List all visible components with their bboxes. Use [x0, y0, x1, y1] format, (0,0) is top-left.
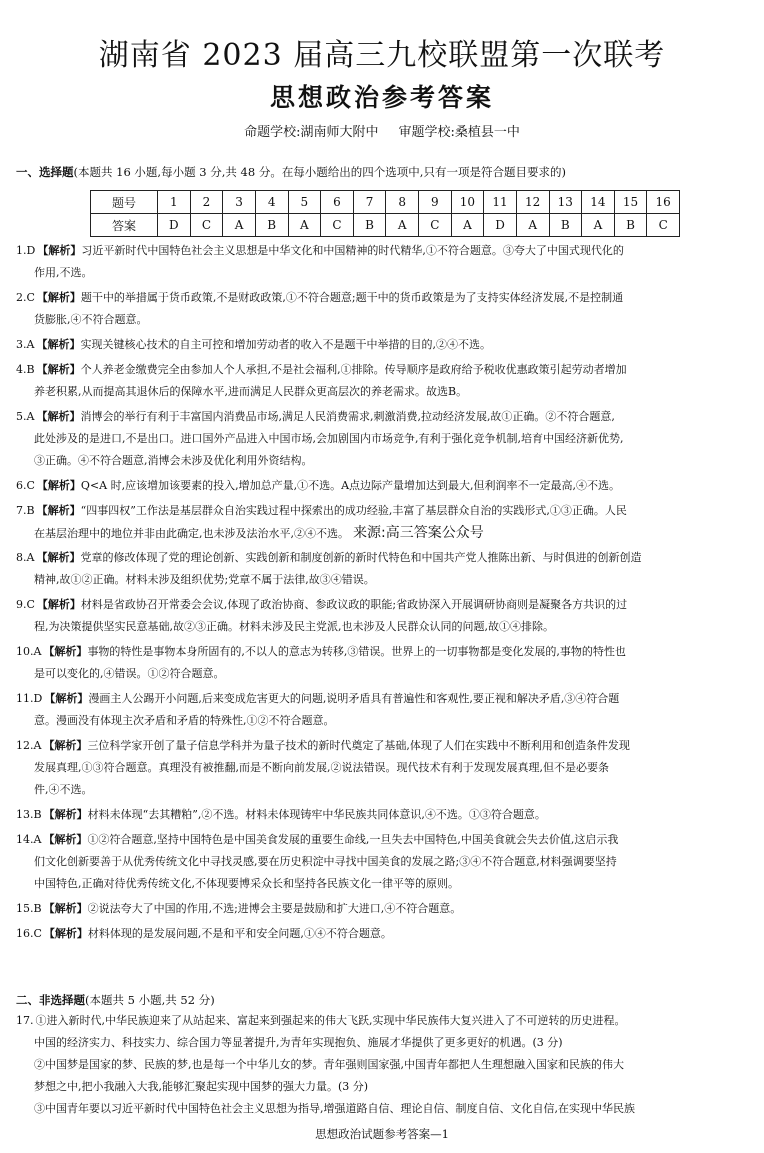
- question-number-cell: 10: [451, 191, 484, 214]
- analysis-tag: 【解析】: [43, 902, 88, 915]
- question-text: 党章的修改体现了党的理论创新、实践创新和制度创新的新时代特色和中国共产党人推陈出新、与时俱进的创新创造: [80, 551, 642, 564]
- question-line: [16, 547, 752, 569]
- question-line: [16, 851, 752, 873]
- reviewer-school: 审题学校:桑植县一中: [398, 125, 520, 140]
- answer-cell: A: [288, 214, 321, 237]
- question-text: 作用,不选。: [34, 266, 93, 279]
- question-number-cell: 16: [647, 191, 680, 214]
- question-number-cell: 1: [158, 191, 191, 214]
- question-number: 10.A: [16, 645, 42, 658]
- question-text: 养老积累,从而提高其退休后的保障水平,进而满足人民群众更高层次的养老需求。故选B。: [34, 385, 468, 398]
- question-text: “四事四权”工作法是基层群众自治实践过程中探索出的成功经验,丰富了基层群众自治的实践形式,①③正确。人民: [80, 504, 627, 517]
- question-line: [16, 804, 752, 826]
- question-line: [16, 334, 752, 356]
- answer-cell: C: [419, 214, 452, 237]
- question-number: 1.D: [16, 244, 36, 257]
- question-text: ①②符合题意,坚持中国特色是中国美食发展的重要生命线,一旦失去中国特色,中国美食就会失去价值,这启示我: [87, 833, 619, 846]
- question-line: [16, 428, 752, 450]
- analysis-tag: 【解析】: [37, 244, 82, 257]
- question-number-cell: 14: [582, 191, 615, 214]
- question-text: Q<A 时,应该增加该要素的投入,增加总产量,①不选。A点边际产量增加达到最大,但利润率不一定最高,④不选。: [80, 479, 621, 492]
- analysis-tag: 【解析】: [36, 338, 81, 351]
- question-text: 事物的特性是事物本身所固有的,不以人的意志为转移,③错误。世界上的一切事物都是变化发展的,事物的特性也: [87, 645, 626, 658]
- q17-p2-line-2: 梦想之中,把小我融入大我,能够汇聚起实现中国梦的强大力量。(3 分): [34, 1080, 369, 1093]
- page-footer: 思想政治试题参考答案—1: [315, 1127, 449, 1141]
- question-text: 题干中的举措属于货币政策,不是财政政策,①不符合题意;题干中的货币政策是为了支持实体经济发展,不是控制通: [80, 291, 624, 304]
- question-number-cell: 2: [190, 191, 223, 214]
- q17-p2-line-1: ②中国梦是国家的梦、民族的梦,也是每一个中华儿女的梦。青年强则国家强,中国青年都把人生理想融入国家和民族的伟大: [34, 1058, 624, 1071]
- analysis-tag: 【解析】: [44, 692, 89, 705]
- question-16: [16, 923, 752, 945]
- question-number: 7.B: [16, 504, 35, 517]
- answer-table: [90, 190, 680, 237]
- question-line: [16, 594, 752, 616]
- answer-cell: A: [516, 214, 549, 237]
- question-15: [16, 898, 752, 920]
- question-6: [16, 475, 752, 497]
- question-text: 实现关键核心技术的自主可控和增加劳动者的收入不是题干中举措的目的,②④不选。: [80, 338, 491, 351]
- question-number-cell: 7: [353, 191, 386, 214]
- answer-cell: B: [614, 214, 647, 237]
- question-line: [16, 757, 752, 779]
- analysis-tag: 【解析】: [36, 363, 81, 376]
- answer-cell: C: [190, 214, 223, 237]
- question-17: [16, 1010, 752, 1032]
- question-13: [16, 804, 752, 826]
- answer-cell: B: [255, 214, 288, 237]
- question-2: [16, 287, 752, 331]
- question-line: [16, 616, 752, 638]
- question-line: [16, 381, 752, 403]
- question-line: [16, 569, 752, 591]
- question-line: [16, 923, 752, 945]
- question-line: [16, 898, 752, 920]
- question-number: 2.C: [16, 291, 35, 304]
- question-text: 漫画主人公踢开小问题,后来变成危害更大的问题,说明矛盾具有普遍性和客观性,要正视和解决矛盾,③④符合题: [88, 692, 620, 705]
- answer-cell: B: [549, 214, 582, 237]
- question-number: 5.A: [16, 410, 35, 423]
- question-number: 13.B: [16, 808, 42, 821]
- exam-title: 湖南省 2023 届高三九校联盟第一次联考: [98, 38, 666, 73]
- question-5: [16, 406, 752, 472]
- question-number-cell: 9: [419, 191, 452, 214]
- question-line: [16, 779, 752, 801]
- question-text: 消博会的举行有利于丰富国内消费品市场,满足人民消费需求,刺激消费,拉动经济发展,故①正确。②不符合题意,: [80, 410, 615, 423]
- question-text: 在基层治理中的地位并非由此确定,也未涉及法治水平,②④不选。: [34, 527, 349, 540]
- question-line: [16, 641, 752, 663]
- answer-cell: B: [353, 214, 386, 237]
- section-open-heading: [16, 992, 756, 1008]
- question-text: 三位科学家开创了量子信息学科并为量子技术的新时代奠定了基础,体现了人们在实践中不断利用和创造条件发现: [87, 739, 630, 752]
- answer-table-answer-row: [91, 214, 680, 237]
- question-text: 习近平新时代中国特色社会主义思想是中华文化和中国精神的时代精华,①不符合题意。③夸大了中国式现代化的: [81, 244, 624, 257]
- question-line: [16, 475, 752, 497]
- question-line: [16, 309, 752, 331]
- analysis-tag: 【解析】: [43, 808, 88, 821]
- question-line: [16, 663, 752, 685]
- question-text: 材料体现的是发展问题,不是和平和安全问题,①④不符合题意。: [87, 927, 392, 940]
- question-number-cell: 11: [484, 191, 517, 214]
- source-watermark: 来源:高三答案公众号: [353, 525, 484, 541]
- section-choice-heading: [16, 164, 756, 180]
- question-number: 14.A: [16, 833, 42, 846]
- question-line: [16, 522, 752, 545]
- answer-cell: A: [223, 214, 256, 237]
- analysis-tag: 【解析】: [43, 833, 88, 846]
- question-12: [16, 735, 752, 801]
- question-number-cell: 13: [549, 191, 582, 214]
- answer-table-answer-label: 答案: [91, 214, 158, 237]
- question-text: 们文化创新要善于从优秀传统文化中寻找灵感,要在历史积淀中寻找中国美食的发展之路;③④不符合题意,材料强调要坚持: [34, 855, 617, 868]
- question-text: 中国特色,正确对待优秀传统文化,不体现要博采众长和坚持各民族文化一律平等的原则。: [34, 877, 459, 890]
- exam-subtitle: 思想政治参考答案: [269, 83, 494, 112]
- school-info: [0, 121, 764, 140]
- question-text: 程,为决策提供坚实民意基础,故②③正确。材料未涉及民主党派,也未涉及人民群众认同的问题,故①④排除。: [34, 620, 554, 633]
- question-line: [16, 735, 752, 757]
- question-number: 3.A: [16, 338, 35, 351]
- question-10: [16, 641, 752, 685]
- q17-p1-line-1: ①进入新时代,中华民族迎来了从站起来、富起来到强起来的伟大飞跃,实现中华民族伟大复兴进入了不可逆转的历史进程。: [35, 1014, 626, 1027]
- question-line: [16, 500, 752, 522]
- analysis-tag: 【解析】: [36, 479, 81, 492]
- question-text: 材料是省政协召开常委会会议,体现了政治协商、参政议政的职能;省政协深入开展调研协商则是凝聚各方共识的过: [80, 598, 628, 611]
- section-choice-note: (本题共 16 小题,每小题 3 分,共 48 分。在每小题给出的四个选项中,只有一项是符合题目要求的): [73, 165, 566, 179]
- question-text: 此处涉及的是进口,不是出口。进口国外产品进入中国市场,会加剧国内市场竞争,有利于强化竞争机制,培育中国经济新优势,: [34, 432, 624, 445]
- question-number-cell: 4: [255, 191, 288, 214]
- question-text: 意。漫画没有体现主次矛盾和矛盾的特殊性,①②不符合题意。: [34, 714, 335, 727]
- answer-cell: D: [158, 214, 191, 237]
- question-text: 发展真理,①③符合题意。真理没有被推翻,而是不断向前发展,②说法错误。现代技术有利于发现发展真理,但不是必要条: [34, 761, 609, 774]
- q17-p3-line-1: ③中国青年要以习近平新时代中国特色社会主义思想为指导,增强道路自信、理论自信、制度自信、文化自信,在实现中华民族: [34, 1102, 635, 1115]
- question-number-cell: 12: [516, 191, 549, 214]
- question-line: [16, 262, 752, 284]
- question-text: 精神,故①②正确。材料未涉及组织优势;党章不属于法律,故③④错误。: [34, 573, 375, 586]
- question-number: 12.A: [16, 739, 42, 752]
- analysis-tag: 【解析】: [36, 598, 81, 611]
- section-open-title: 二、非选择题: [16, 993, 85, 1007]
- analysis-tag: 【解析】: [36, 410, 81, 423]
- question-number: 4.B: [16, 363, 35, 376]
- question-line: [16, 688, 752, 710]
- answer-cell: D: [484, 214, 517, 237]
- question-number-cell: 6: [321, 191, 354, 214]
- question-number: 8.A: [16, 551, 35, 564]
- answer-cell: A: [582, 214, 615, 237]
- question-text: 是可以变化的,④错误。①②符合题意。: [34, 667, 225, 680]
- question-number: 9.C: [16, 598, 35, 611]
- question-line: [16, 710, 752, 732]
- question-number-cell: 8: [386, 191, 419, 214]
- question-text: 个人养老金缴费完全由参加人个人承担,不是社会福利,①排除。传导顺序是政府给予税收优惠政策引起劳动者增加: [80, 363, 627, 376]
- q17-p1-line-2: 中国的经济实力、科技实力、综合国力等显著提升,为青年实现抱负、施展才华提供了更多更好的机遇。(3 分): [34, 1036, 563, 1049]
- answer-cell: A: [451, 214, 484, 237]
- question-1: [16, 240, 752, 284]
- section-choice-title: 一、选择题: [16, 165, 74, 179]
- question-text: 材料未体现“去其糟粕”,②不选。材料未体现铸牢中华民族共同体意识,④不选。①③符合题意。: [87, 808, 546, 821]
- setter-school: 命题学校:湖南师大附中: [244, 125, 379, 140]
- question-number-cell: 3: [223, 191, 256, 214]
- question-line: [16, 406, 752, 428]
- answer-cell: A: [386, 214, 419, 237]
- question-number: 11.D: [16, 692, 43, 705]
- question-line: [16, 873, 752, 895]
- question-11: [16, 688, 752, 732]
- analysis-tag: 【解析】: [36, 504, 81, 517]
- question-line: [16, 829, 752, 851]
- analysis-tag: 【解析】: [43, 739, 88, 752]
- question-line: [16, 450, 752, 472]
- question-7: [16, 500, 752, 545]
- analysis-tag: 【解析】: [43, 645, 88, 658]
- question-14: [16, 829, 752, 895]
- analysis-tag: 【解析】: [43, 927, 88, 940]
- question-3: [16, 334, 752, 356]
- question-number-cell: 5: [288, 191, 321, 214]
- analysis-tag: 【解析】: [36, 551, 81, 564]
- question-4: [16, 359, 752, 403]
- question-line: [16, 287, 752, 309]
- question-number: 6.C: [16, 479, 35, 492]
- question-number: 16.C: [16, 927, 42, 940]
- question-number: 17.: [16, 1014, 34, 1027]
- question-text: 件,④不选。: [34, 783, 93, 796]
- question-number: 15.B: [16, 902, 42, 915]
- question-text: 货膨胀,④不符合题意。: [34, 313, 148, 326]
- answer-cell: C: [321, 214, 354, 237]
- answer-table-number-label: 题号: [91, 191, 158, 214]
- question-text: ③正确。④不符合题意,消博会未涉及优化利用外资结构。: [34, 454, 313, 467]
- question-line: [16, 240, 752, 262]
- answer-cell: C: [647, 214, 680, 237]
- question-9: [16, 594, 752, 638]
- question-number-cell: 15: [614, 191, 647, 214]
- answer-table-number-row: [91, 191, 680, 214]
- question-line: [16, 359, 752, 381]
- question-8: [16, 547, 752, 591]
- analysis-tag: 【解析】: [36, 291, 81, 304]
- question-text: ②说法夸大了中国的作用,不选;进博会主要是鼓励和扩大进口,④不符合题意。: [87, 902, 462, 915]
- section-open-note: (本题共 5 小题,共 52 分): [85, 993, 215, 1007]
